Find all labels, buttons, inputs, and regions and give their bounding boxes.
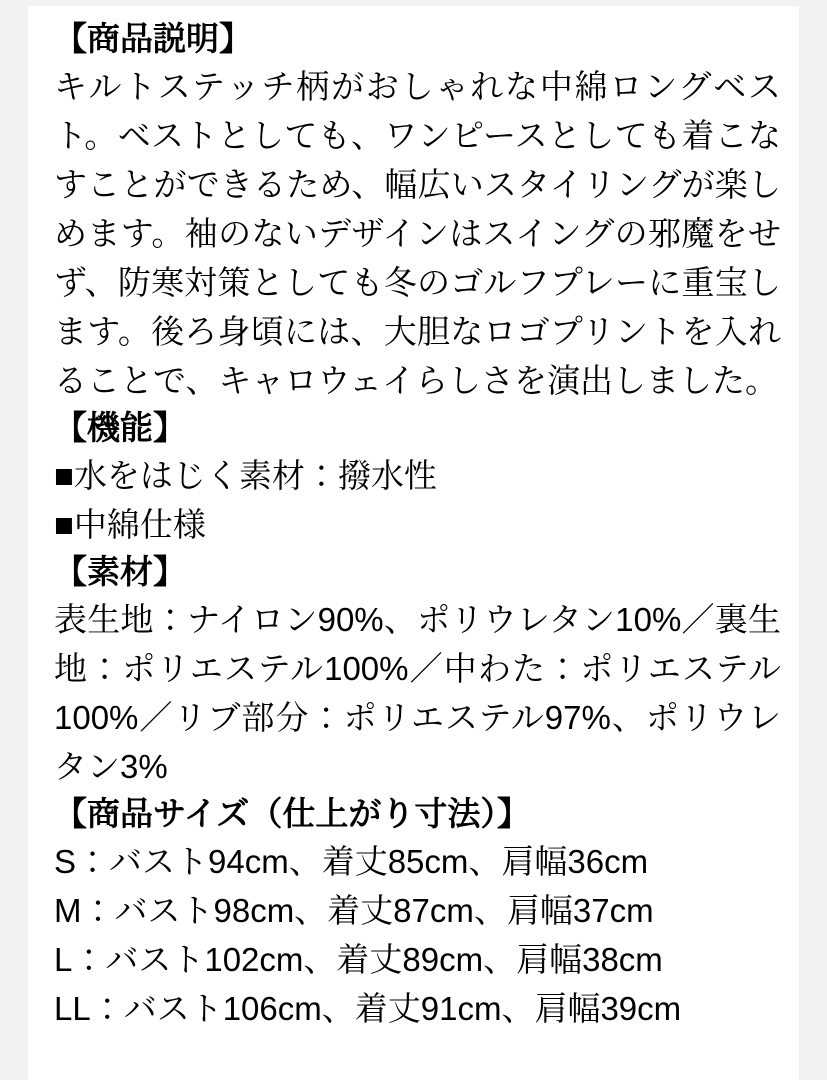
section-features xyxy=(54,405,781,549)
size-row-m: M：バスト98cm、着丈87cm、肩幅37cm xyxy=(54,892,654,929)
feature-line-padding: ■中綿仕様 xyxy=(54,506,206,543)
section-heading-material: 【素材】 xyxy=(54,553,186,590)
section-heading-size: 【商品サイズ（仕上がり寸法）】 xyxy=(54,795,530,832)
page-left-margin xyxy=(0,0,28,1080)
section-body-product-description: キルトステッチ柄がおしゃれな中綿ロングベスト。ベストとしても、ワンピースとしても着こなすことができるため、幅広いスタイリングが楽しめます。袖のないデザインはスイングの邪魔をせず、防寒対策としても冬のゴルフプレーに重宝します。後ろ身頃には、大胆なロゴプリントを入れることで、キャロウェイらしさを演出しました。 xyxy=(54,68,781,399)
size-row-l: L：バスト102cm、着丈89cm、肩幅38cm xyxy=(54,941,663,978)
section-heading-product-description: 【商品説明】 xyxy=(54,20,252,57)
section-size xyxy=(54,791,781,1033)
section-material xyxy=(54,549,781,791)
section-body-material: 表生地：ナイロン90%、ポリウレタン10%／裏生地：ポリエステル100%／中わた：ポリエステル100%／リブ部分：ポリエステル97%、ポリウレタン3% xyxy=(54,601,781,785)
section-product-description xyxy=(54,16,781,405)
size-row-s: S：バスト94cm、着丈85cm、肩幅36cm xyxy=(54,843,649,880)
feature-line-water-repellent: ■水をはじく素材：撥水性 xyxy=(54,457,437,494)
size-row-ll: LL：バスト106cm、着丈91cm、肩幅39cm xyxy=(54,990,682,1027)
page-right-margin xyxy=(799,0,827,1080)
description-content xyxy=(28,6,799,1033)
section-heading-features: 【機能】 xyxy=(54,409,186,446)
